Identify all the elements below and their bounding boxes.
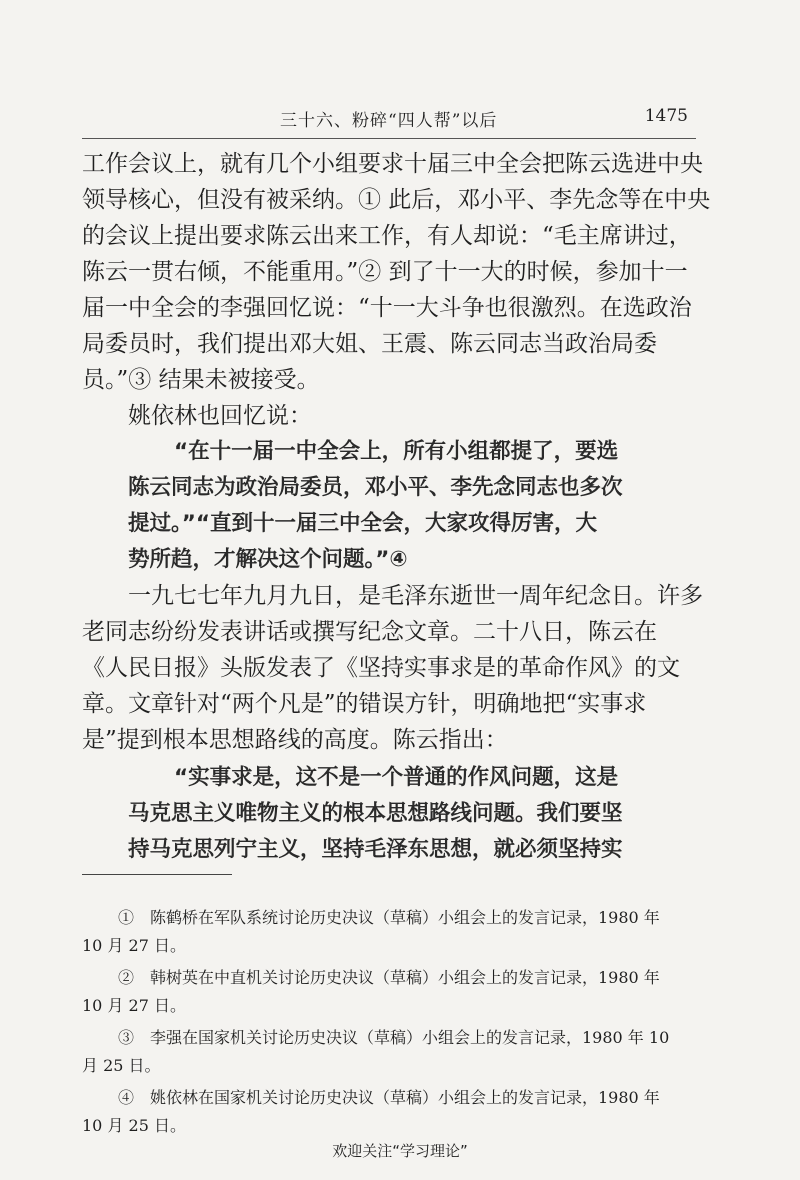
quote-line: 马克思主义唯物主义的根本思想路线问题。我们要坚 (128, 801, 623, 826)
main-text (82, 146, 711, 434)
quote-line: 提过。”“直到十一届三中全会，大家攻得厉害，大 (128, 511, 598, 536)
footnote-4-cont: 10 月 25 日。 (82, 1116, 186, 1135)
text-line: 局委员时，我们提出邓大姐、王震、陈云同志当政治局委 (82, 331, 657, 357)
text-line: 《人民日报》头版发表了《坚持实事求是的革命作风》的文 (82, 655, 680, 681)
text-line: 章。文章针对“两个凡是”的错误方针，明确地把“实事求 (82, 691, 647, 717)
text-line: 的会议上提出要求陈云出来工作，有人却说：“毛主席讲过， (82, 223, 692, 249)
running-title: 三十六、粉碎“四人帮”以后 (280, 111, 498, 131)
footnote-3-cont: 月 25 日。 (82, 1056, 161, 1075)
main-text-continued (82, 578, 703, 758)
running-head (82, 106, 696, 134)
footnote-3: ③ 李强在国家机关讨论历史决议（草稿）小组会上的发言记录，1980 年 10 (118, 1028, 670, 1047)
quote-line: 势所趋，才解决这个问题。”④ (128, 547, 408, 572)
footnote-2: ② 韩树英在中直机关讨论历史决议（草稿）小组会上的发言记录，1980 年 (118, 968, 660, 987)
text-line: 陈云一贯右倾，不能重用。”② 到了十一大的时候，参加十一 (82, 259, 688, 285)
quote-line: 持马克思列宁主义，坚持毛泽东思想，就必须坚持实 (128, 837, 623, 862)
text-line: 领导核心，但没有被采纳。① 此后，邓小平、李先念等在中央 (82, 187, 711, 213)
quote-block-chen (128, 760, 688, 868)
text-line: 员。”③ 结果未被接受。 (82, 367, 320, 393)
header-rule (82, 138, 696, 139)
quote-block-yao (128, 434, 688, 578)
text-line: 一九七七年九月九日，是毛泽东逝世一周年纪念日。许多 (128, 583, 703, 609)
text-line: 届一中全会的李强回忆说：“十一大斗争也很激烈。在选政治 (82, 295, 692, 321)
text-line: 姚依林也回忆说： (128, 403, 312, 429)
page-number: 1475 (644, 106, 688, 126)
quote-line: 陈云同志为政治局委员，邓小平、李先念同志也多次 (128, 475, 623, 500)
quote-line: “实事求是，这不是一个普通的作风问题，这是 (174, 765, 619, 790)
text-line: 工作会议上，就有几个小组要求十届三中全会把陈云选进中央 (82, 151, 703, 177)
quote-line: “在十一届一中全会上，所有小组都提了，要选 (174, 439, 619, 464)
footnote-1: ① 陈鹤桥在军队系统讨论历史决议（草稿）小组会上的发言记录，1980 年 (118, 908, 660, 927)
text-line: 老同志纷纷发表讲话或撰写纪念文章。二十八日，陈云在 (82, 619, 657, 645)
footnote-1-cont: 10 月 27 日。 (82, 936, 186, 955)
footnote-rule (82, 874, 232, 875)
footnote-4: ④ 姚依林在国家机关讨论历史决议（草稿）小组会上的发言记录，1980 年 (118, 1088, 660, 1107)
bottom-caption: 欢迎关注“学习理论” (332, 1142, 468, 1160)
text-line: 是”提到根本思想路线的高度。陈云指出： (82, 727, 508, 753)
footnotes (82, 904, 696, 1140)
footnote-2-cont: 10 月 27 日。 (82, 996, 186, 1015)
